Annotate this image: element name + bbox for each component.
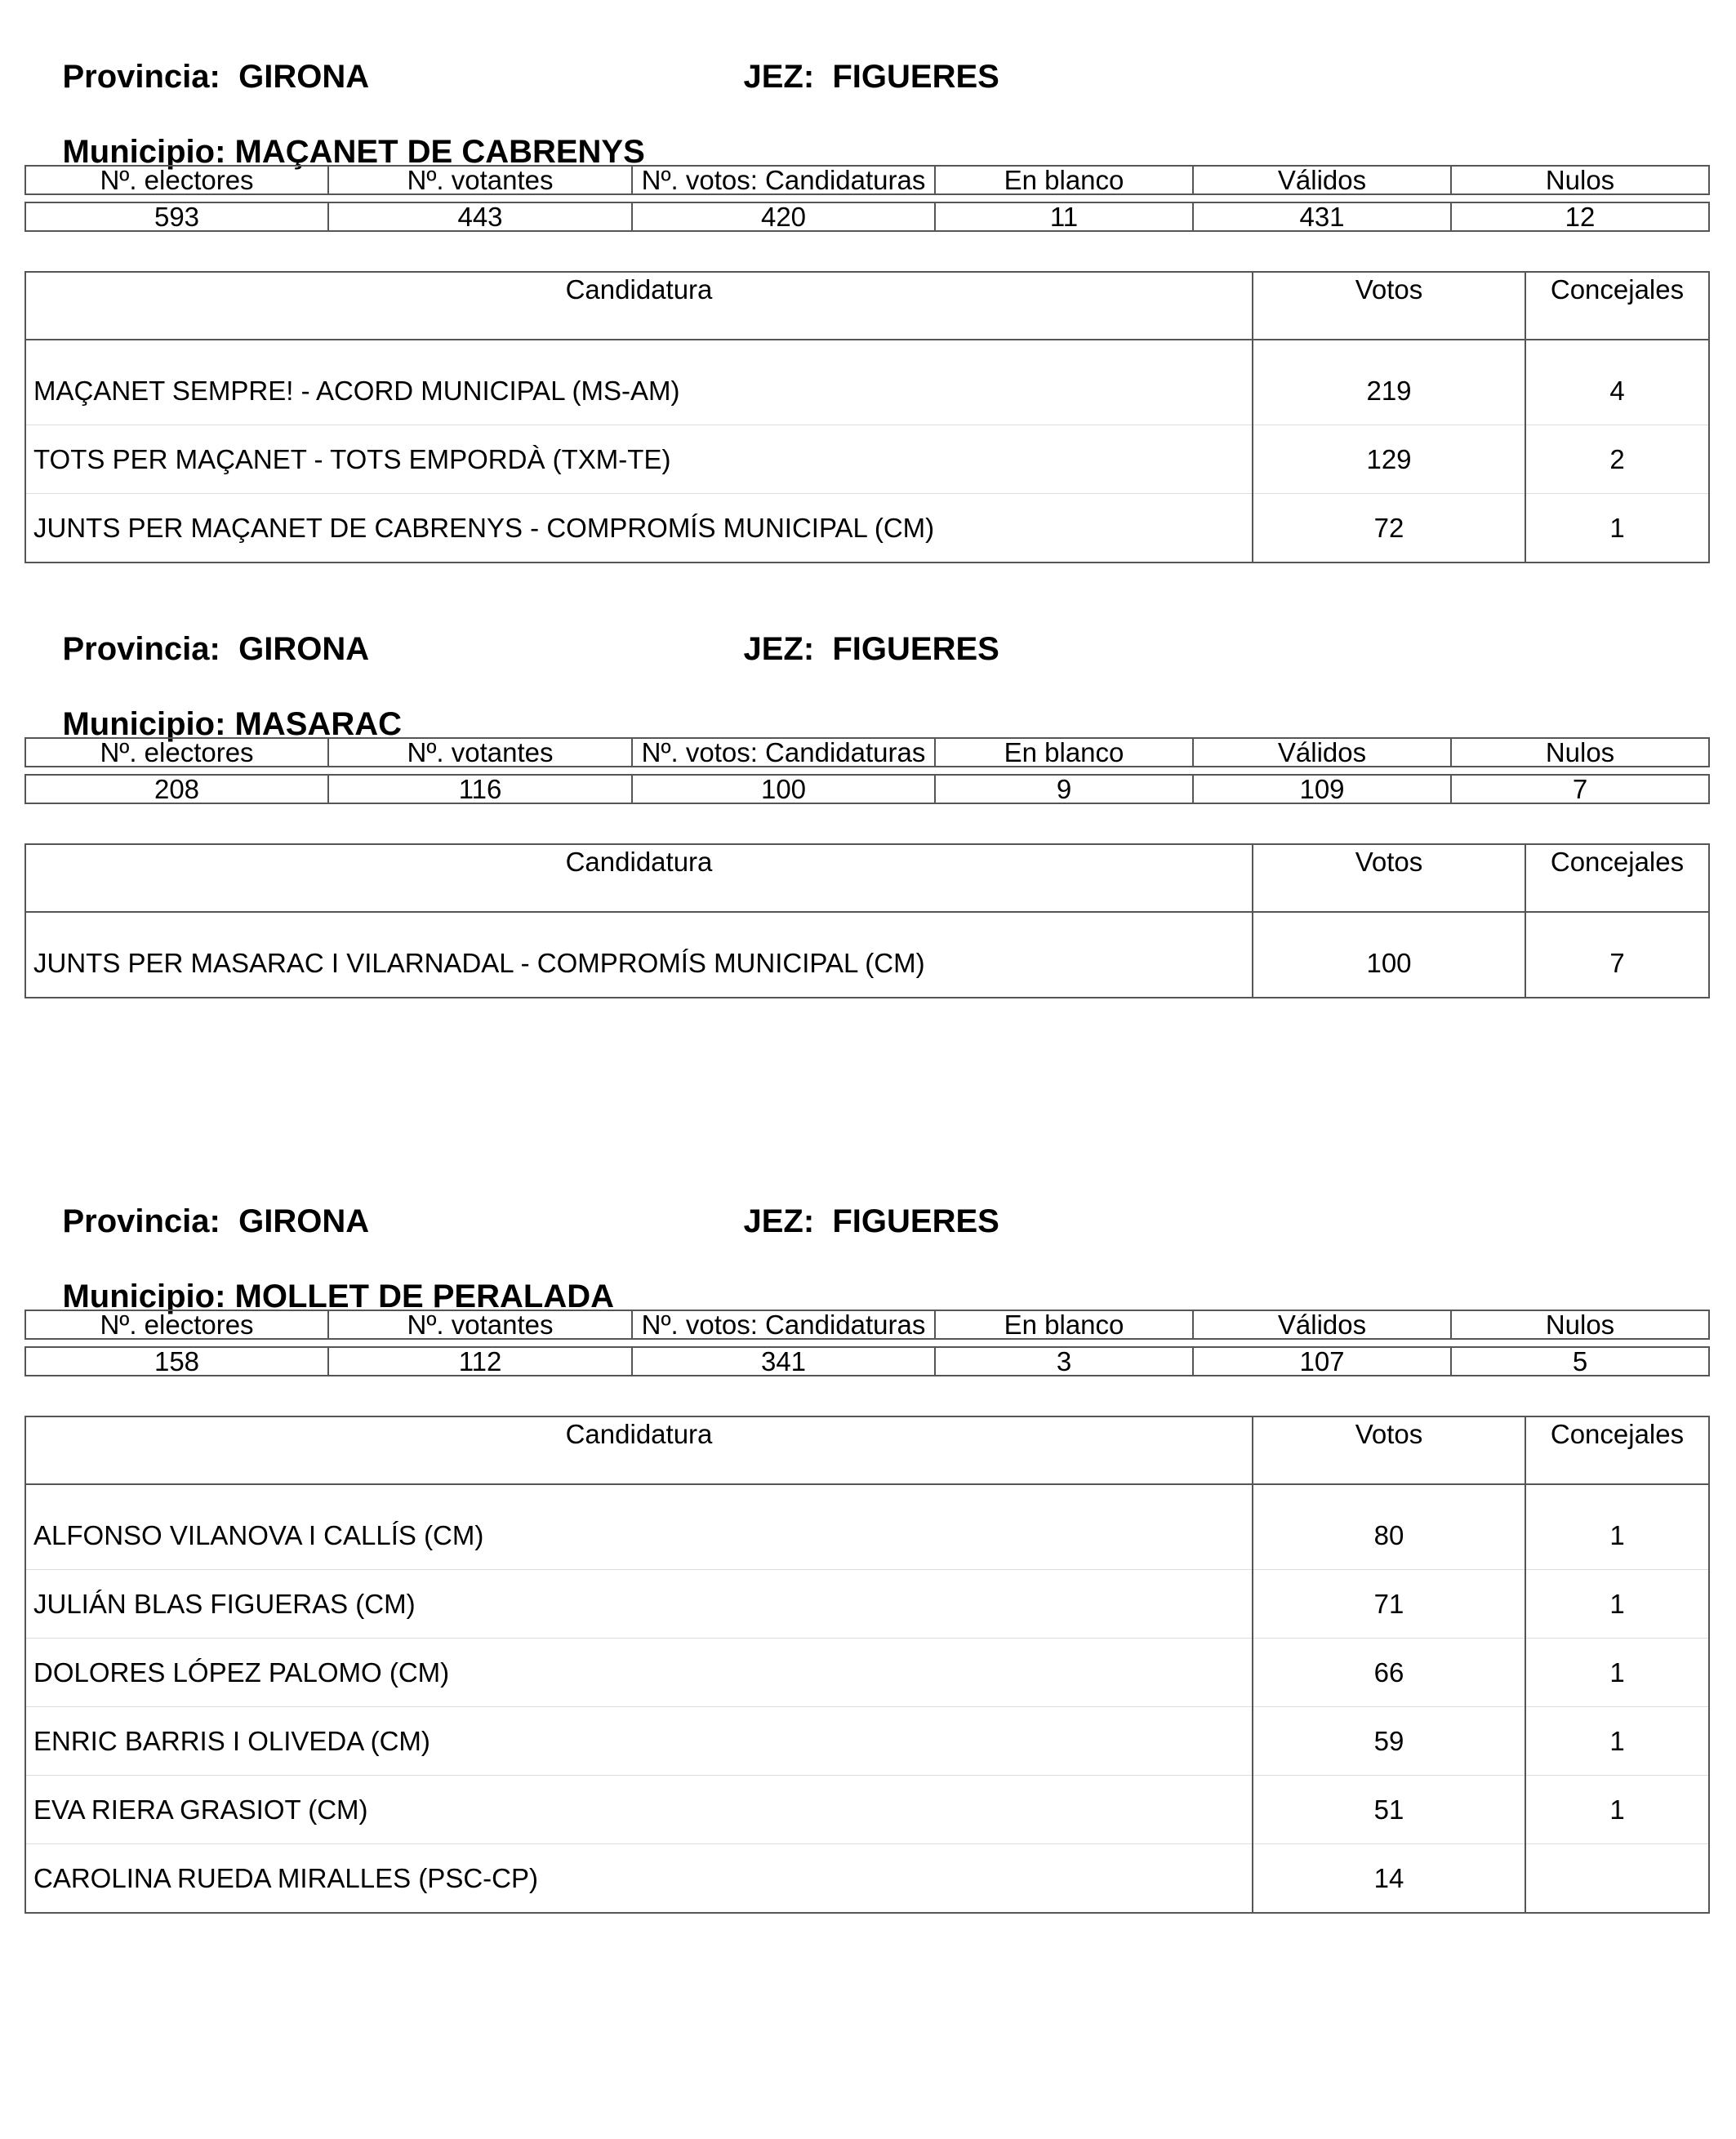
stats-header: Nº. votantes [328,1310,632,1339]
stats-header: Nº. votos: Candidaturas [632,1310,935,1339]
candidate-row [25,1707,1709,1776]
candidate-votos: 59 [1253,1707,1525,1776]
municipio-value: MAÇANET DE CABRENYS [234,134,645,170]
stats-table [24,1310,1710,1376]
votos-header: Votos [1253,844,1525,912]
votos-header: Votos [1253,1416,1525,1484]
stats-header-row [25,166,1709,194]
jez-line [707,18,999,136]
stats-header: En blanco [935,1310,1193,1339]
candidate-concejales: 1 [1525,1484,1709,1570]
concejales-header: Concejales [1525,1416,1709,1484]
votos-header: Votos [1253,272,1525,340]
stats-value: 443 [328,202,632,231]
candidate-concejales: 2 [1525,425,1709,494]
stats-value: 11 [935,202,1193,231]
jez-line [707,590,999,708]
stats-value-row [25,1347,1709,1376]
candidate-name: ENRIC BARRIS I OLIVEDA (CM) [25,1707,1253,1776]
municipio-label: Municipio: [62,1279,226,1314]
candidate-concejales: 7 [1525,912,1709,998]
stats-value: 341 [632,1347,935,1376]
candidate-row [25,1639,1709,1707]
stats-header: Válidos [1193,738,1451,767]
stats-value: 107 [1193,1347,1451,1376]
candidates-table [24,271,1710,563]
stats-header: En blanco [935,738,1193,767]
stats-table [24,737,1710,804]
provincia-value: GIRONA [238,59,370,95]
candidate-votos: 71 [1253,1570,1525,1639]
stats-value: 5 [1451,1347,1709,1376]
stats-value-row [25,775,1709,803]
provincia-value: GIRONA [238,1203,370,1239]
candidate-name: ALFONSO VILANOVA I CALLÍS (CM) [25,1484,1253,1570]
stats-value: 420 [632,202,935,231]
stats-header: Válidos [1193,166,1451,194]
stats-header-row [25,1310,1709,1339]
concejales-header: Concejales [1525,844,1709,912]
candidate-row [25,1570,1709,1639]
candidate-row [25,1484,1709,1570]
candidates-table [24,843,1710,998]
stats-header: Nulos [1451,1310,1709,1339]
candidate-concejales: 1 [1525,1570,1709,1639]
jez-label: JEZ: [743,1203,815,1239]
candidate-votos: 51 [1253,1776,1525,1844]
stats-header: Nº. votos: Candidaturas [632,166,935,194]
candidate-votos: 219 [1253,340,1525,425]
stats-header: En blanco [935,166,1193,194]
candidate-row [25,1776,1709,1844]
stats-value: 12 [1451,202,1709,231]
candidate-concejales: 1 [1525,1639,1709,1707]
provincia-value: GIRONA [238,631,370,667]
municipio-label: Municipio: [62,706,226,742]
candidates-header-row [25,1416,1709,1484]
jez-line [707,1163,999,1280]
candidate-votos: 80 [1253,1484,1525,1570]
candidate-votos: 129 [1253,425,1525,494]
candidate-name: EVA RIERA GRASIOT (CM) [25,1776,1253,1844]
candidates-header-row [25,272,1709,340]
stats-value: 9 [935,775,1193,803]
municipio-value: MOLLET DE PERALADA [234,1279,614,1314]
municipio-value: MASARAC [234,706,402,742]
candidate-concejales: 4 [1525,340,1709,425]
jez-label: JEZ: [743,59,815,95]
candidates-header-row [25,844,1709,912]
candidatura-header: Candidatura [25,272,1253,340]
candidate-name: TOTS PER MAÇANET - TOTS EMPORDÀ (TXM-TE) [25,425,1253,494]
jez-value: FIGUERES [832,59,999,95]
candidate-row [25,912,1709,998]
stats-value: 3 [935,1347,1193,1376]
candidate-name: MAÇANET SEMPRE! - ACORD MUNICIPAL (MS-AM) [25,340,1253,425]
candidate-concejales: 1 [1525,1776,1709,1844]
candidate-row [25,425,1709,494]
stats-header: Válidos [1193,1310,1451,1339]
stats-value: 109 [1193,775,1451,803]
provincia-label: Provincia: [62,59,220,95]
provincia-label: Provincia: [62,631,220,667]
stats-gap [25,1339,1709,1347]
stats-value: 112 [328,1347,632,1376]
jez-value: FIGUERES [832,631,999,667]
stats-header: Nulos [1451,166,1709,194]
stats-value: 208 [25,775,328,803]
candidate-votos: 72 [1253,494,1525,563]
candidate-name: JUNTS PER MAÇANET DE CABRENYS - COMPROMÍS MUNICIPAL (CM) [25,494,1253,563]
stats-value-row [25,202,1709,231]
candidate-name: CAROLINA RUEDA MIRALLES (PSC-CP) [25,1844,1253,1914]
stats-gap [25,194,1709,202]
stats-header: Nº. votos: Candidaturas [632,738,935,767]
candidate-concejales: 1 [1525,1707,1709,1776]
stats-header: Nº. votantes [328,738,632,767]
concejales-header: Concejales [1525,272,1709,340]
candidate-concejales: 1 [1525,494,1709,563]
candidate-row [25,340,1709,425]
candidate-row [25,1844,1709,1914]
stats-value: 158 [25,1347,328,1376]
candidate-name: JUNTS PER MASARAC I VILARNADAL - COMPROMÍS MUNICIPAL (CM) [25,912,1253,998]
candidate-votos: 14 [1253,1844,1525,1914]
stats-header: Nº. electores [25,1310,328,1339]
stats-value: 593 [25,202,328,231]
candidate-concejales [1525,1844,1709,1914]
stats-value: 7 [1451,775,1709,803]
candidate-votos: 100 [1253,912,1525,998]
stats-value: 116 [328,775,632,803]
candidatura-header: Candidatura [25,844,1253,912]
candidate-name: DOLORES LÓPEZ PALOMO (CM) [25,1639,1253,1707]
stats-header: Nulos [1451,738,1709,767]
stats-header: Nº. electores [25,166,328,194]
candidate-row [25,494,1709,563]
stats-value: 100 [632,775,935,803]
stats-header: Nº. votantes [328,166,632,194]
provincia-label: Provincia: [62,1203,220,1239]
stats-gap [25,767,1709,775]
jez-label: JEZ: [743,631,815,667]
municipio-label: Municipio: [62,134,226,170]
candidates-table [24,1416,1710,1914]
stats-header-row [25,738,1709,767]
candidate-votos: 66 [1253,1639,1525,1707]
candidatura-header: Candidatura [25,1416,1253,1484]
candidate-name: JULIÁN BLAS FIGUERAS (CM) [25,1570,1253,1639]
stats-value: 431 [1193,202,1451,231]
jez-value: FIGUERES [832,1203,999,1239]
stats-header: Nº. electores [25,738,328,767]
stats-table [24,165,1710,232]
